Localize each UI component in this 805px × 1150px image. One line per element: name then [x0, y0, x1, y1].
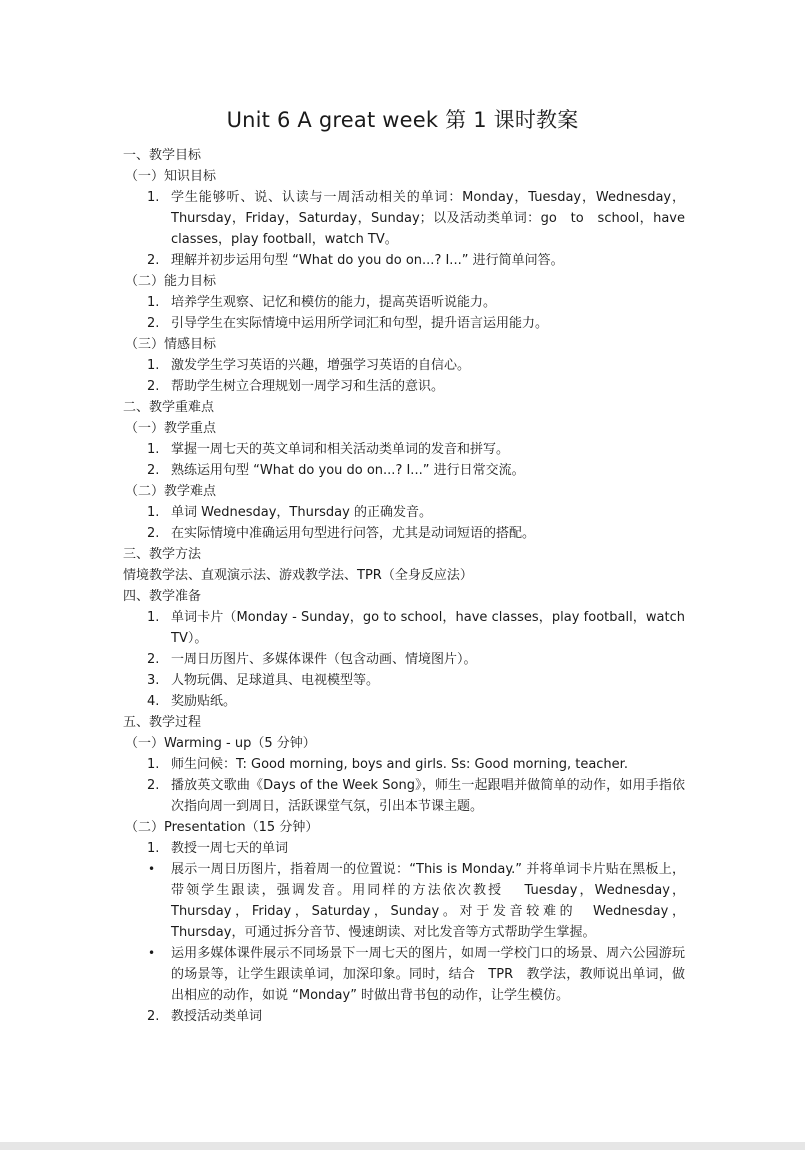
subsection-heading: （二）教学难点 [125, 484, 217, 499]
list-item-text: 播放英文歌曲《Days of the Week Song》，师生一起跟唱并做简单的动作，如用手指依次指向周一到周日，活跃课堂气氛，引出本节课主题。 [171, 778, 685, 814]
list-item [123, 754, 685, 775]
list-number: 2. [147, 253, 160, 268]
list-number: 2. [147, 379, 160, 394]
list-item-text: 熟练运用句型 “What do you do on...? I...” 进行日常交流。 [171, 463, 525, 478]
bullet-item [123, 943, 685, 1006]
section-heading: 三、教学方法 [123, 547, 202, 562]
subsection-heading: （二）Presentation（15 分钟） [125, 820, 319, 835]
list-number: 1. [147, 295, 160, 310]
list-item [123, 1006, 685, 1027]
list-item [123, 838, 685, 859]
list-number: 3. [147, 673, 160, 688]
subsection-heading: （三）情感目标 [125, 337, 217, 352]
list-item [123, 649, 685, 670]
list-number: 2. [147, 463, 160, 478]
list-item [123, 376, 685, 397]
list-item [123, 775, 685, 817]
list-item-text: 人物玩偶、足球道具、电视模型等。 [171, 673, 380, 688]
list-number: 1. [147, 442, 160, 457]
list-number: 1. [147, 505, 160, 520]
list-item-text: 在实际情境中准确运用句型进行问答，尤其是动词短语的搭配。 [171, 526, 536, 541]
section-heading: 四、教学准备 [123, 589, 202, 604]
list-item [123, 313, 685, 334]
list-item-text: 奖励贴纸。 [171, 694, 237, 709]
list-item-text: 理解并初步运用句型 “What do you do on...? I...” 进行简单问答。 [171, 253, 564, 268]
list-number: 2. [147, 526, 160, 541]
section-heading: 二、教学重难点 [123, 400, 215, 415]
section-heading: 五、教学过程 [123, 715, 202, 730]
list-item [123, 691, 685, 712]
document-body [123, 145, 685, 1027]
bullet-icon: • [148, 946, 156, 960]
list-number: 2. [147, 316, 160, 331]
subsection-heading: （一）知识目标 [125, 169, 217, 184]
list-item [123, 523, 685, 544]
list-item [123, 460, 685, 481]
list-item-text: 学生能够听、说、认读与一周活动相关的单词：Monday，Tuesday，Wednesday，Thursday，Friday，Saturday，Sunday；以及活动类单词：go to school，have classes，play football，watch TV。 [171, 190, 685, 247]
subsection-heading: （二）能力目标 [125, 274, 217, 289]
list-number: 1. [147, 757, 160, 772]
page-title: Unit 6 A great week 第 1 课时教案 [226, 108, 579, 132]
list-number: 2. [147, 652, 160, 667]
page-bottom-edge [0, 1142, 805, 1150]
list-item-text: 一周日历图片、多媒体课件（包含动画、情境图片）。 [171, 652, 477, 667]
list-item-text: 激发学生学习英语的兴趣，增强学习英语的自信心。 [171, 358, 471, 373]
list-item-text: 单词卡片（Monday - Sunday，go to school，have classes，play football，watch TV）。 [171, 610, 685, 646]
list-number: 2. [147, 778, 160, 793]
list-item-text: 师生问候：T: Good morning, boys and girls. Ss: Good morning, teacher. [171, 757, 628, 772]
paragraph: 情境教学法、直观演示法、游戏教学法、TPR（全身反应法） [123, 568, 473, 583]
list-item [123, 250, 685, 271]
list-item-text: 帮助学生树立合理规划一周学习和生活的意识。 [171, 379, 445, 394]
bullet-item-text: 展示一周日历图片，指着周一的位置说：“This is Monday.” 并将单词卡片贴在黑板上，带领学生跟读，强调发音。用同样的方法依次教授 Tuesday，Wednesday，Thursday，Friday，Saturday，Sunday。对于发音较难的 Wednesday，Thursday，可通过拆分音节、慢速朗读、对比发音等方式帮助学生掌握。 [171, 862, 685, 940]
bullet-item [123, 859, 685, 943]
list-number: 1. [147, 610, 160, 625]
list-item-text: 教授活动类单词 [171, 1009, 263, 1024]
list-item [123, 355, 685, 376]
list-number: 2. [147, 1009, 160, 1024]
list-number: 1. [147, 190, 160, 205]
list-number: 4. [147, 694, 160, 709]
subsection-heading: （一）教学重点 [125, 421, 217, 436]
list-item-text: 引导学生在实际情境中运用所学词汇和句型，提升语言运用能力。 [171, 316, 549, 331]
list-item-text: 掌握一周七天的英文单词和相关活动类单词的发音和拼写。 [171, 442, 510, 457]
list-item [123, 187, 685, 250]
list-item-text: 培养学生观察、记忆和模仿的能力，提高英语听说能力。 [171, 295, 497, 310]
list-number: 1. [147, 358, 160, 373]
section-heading: 一、教学目标 [123, 148, 202, 163]
list-item [123, 439, 685, 460]
list-item [123, 502, 685, 523]
list-item [123, 607, 685, 649]
bullet-item-text: 运用多媒体课件展示不同场景下一周七天的图片，如周一学校门口的场景、周六公园游玩的场景等，让学生跟读单词，加深印象。同时，结合 TPR 教学法，教师说出单词，做出相应的动作，如说 “Monday” 时做出背书包的动作，让学生模仿。 [171, 946, 685, 1003]
list-number: 1. [147, 841, 160, 856]
list-item-text: 教授一周七天的单词 [171, 841, 289, 856]
subsection-heading: （一）Warming - up（5 分钟） [125, 736, 316, 751]
bullet-icon: • [148, 862, 156, 876]
list-item-text: 单词 Wednesday，Thursday 的正确发音。 [171, 505, 432, 520]
list-item [123, 292, 685, 313]
list-item [123, 670, 685, 691]
